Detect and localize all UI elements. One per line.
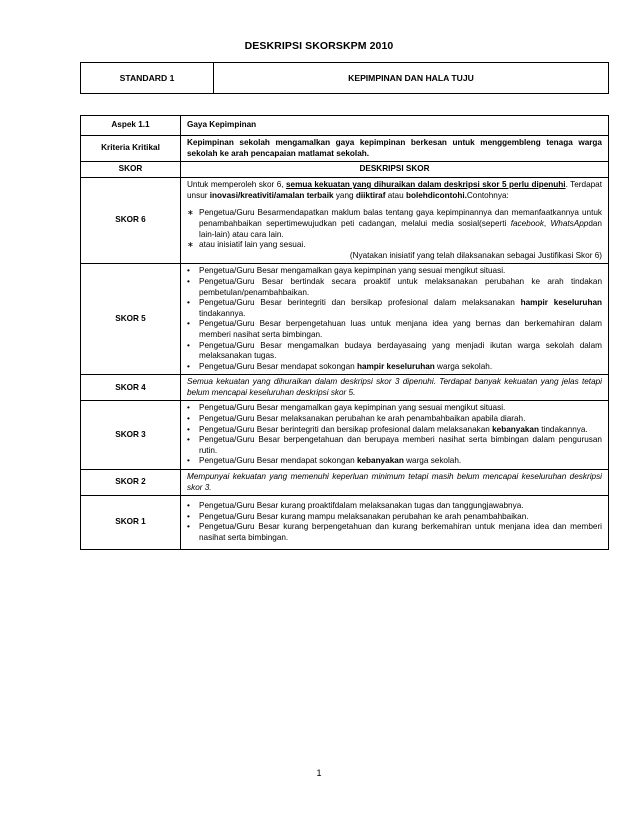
skor6-intro-emphasis: bolehdicontohi. <box>405 190 467 200</box>
bullet-icon: • <box>187 266 190 276</box>
header-skor: SKOR <box>81 162 181 178</box>
list-item <box>187 414 602 425</box>
bullet-icon: • <box>187 435 190 445</box>
skor4-label: SKOR 4 <box>81 375 181 401</box>
list-item <box>187 341 602 362</box>
skor6-intro-text: atau <box>385 190 406 200</box>
list-item-text: Pengetua/Guru Besar kurang berpengetahuan dan kurang berkemahiran untuk menjana idea dan memberi nasihat serta bimbingan. <box>199 522 602 542</box>
skor6-intro <box>187 180 602 201</box>
list-item <box>187 277 602 298</box>
bullet-icon: • <box>187 511 190 521</box>
list-item <box>187 425 602 436</box>
list-item-text: Pengetua/Guru Besar mengamalkan budaya berdayasaing yang menjadi ikutan warga sekolah dalam melaksanakan tugas. <box>199 340 602 361</box>
skor6-example-list <box>187 208 602 250</box>
list-item-text: Pengetua/Guru Besar berintegriti dan bersikap profesional dalam melaksanakan <box>199 424 493 434</box>
skor6-intro-emphasis: inovasi/kreativiti/amalan terbaik <box>209 190 334 200</box>
skor3-label: SKOR 3 <box>81 401 181 470</box>
skor6-intro-text: Contohnya: <box>466 190 509 200</box>
bullet-icon: • <box>187 319 190 329</box>
list-item-text: Pengetua/Guru Besar melaksanakan perubahan ke arah penambahbaikan apabila diarah. <box>199 414 526 424</box>
bullet-icon: • <box>187 298 190 308</box>
skor6-intro-text: . Terdapat unsur <box>187 180 602 200</box>
standard-table <box>80 62 609 94</box>
star-bullet-icon: ∗ <box>187 208 194 218</box>
bullet-icon: • <box>187 276 190 286</box>
list-item <box>187 240 602 251</box>
list-item-text: tindakannya. <box>199 308 246 318</box>
bullet-icon: • <box>187 456 190 466</box>
list-item <box>187 403 602 414</box>
bullet-icon: • <box>187 424 190 434</box>
star-bullet-icon: ∗ <box>187 240 194 250</box>
skor5-label: SKOR 5 <box>81 264 181 375</box>
skor6-star-italic: facebook <box>510 218 544 228</box>
list-item-text: Pengetua/Guru Besar kurang proaktifdalam melaksanakan tugas dan tanggungjawabnya. <box>199 501 524 511</box>
list-item <box>187 456 602 467</box>
header-deskripsi: DESKRIPSI SKOR <box>181 162 609 178</box>
skor6-star-text: Pengetua/Guru Besarmendapatkan maklum balas tentang gaya kepimpinannya dan memanfaatkannya untuk penambahbaikan sepertimewujudkan peti cadangan, melalui media sosial(seperti <box>199 208 602 228</box>
list-item-text: Pengetua/Guru Besar berpengetahuan luas untuk menjana idea yang bernas dan berkemahiran dalam memberi nasihat serta bimbingan. <box>199 319 602 339</box>
list-item <box>187 298 602 319</box>
list-item-emphasis: hampir keseluruhan <box>520 298 602 308</box>
bullet-icon: • <box>187 361 190 371</box>
skor2-label: SKOR 2 <box>81 470 181 496</box>
list-item <box>187 522 602 543</box>
list-item <box>187 319 602 340</box>
skor6-star-text: , <box>543 218 551 228</box>
page-title: DESKRIPSI SKORSKPM 2010 <box>244 40 394 52</box>
skor6-star-text: dan lain-lain) atau cara lain. <box>199 218 602 239</box>
skor6-label: SKOR 6 <box>81 178 181 264</box>
bullet-icon: • <box>187 522 190 532</box>
bullet-icon: • <box>187 501 190 511</box>
list-item <box>187 362 602 373</box>
list-item <box>187 435 602 456</box>
page-number: 1 <box>316 768 322 778</box>
list-item-text: warga sekolah. <box>403 456 462 466</box>
skor1-label: SKOR 1 <box>81 496 181 549</box>
skor6-star-italic: WhatsApp <box>550 218 589 228</box>
aspek-value: Gaya Kepimpinan <box>181 116 609 136</box>
list-item-text: warga sekolah. <box>434 361 493 371</box>
skor3-list <box>187 403 602 467</box>
list-item-emphasis: kebanyakan <box>356 456 404 466</box>
skor6-star-text: atau inisiatif lain yang sesuai. <box>199 240 306 250</box>
bullet-icon: • <box>187 340 190 350</box>
skor5-list <box>187 266 602 372</box>
bullet-icon: • <box>187 414 190 424</box>
list-item <box>187 266 602 277</box>
list-item-text: Pengetua/Guru Besar mendapat sokongan <box>199 361 357 371</box>
list-item <box>187 501 602 512</box>
skor6-intro-text: yang <box>333 190 356 200</box>
standard-label: STANDARD 1 <box>81 63 214 94</box>
kriteria-value: Kepimpinan sekolah mengamalkan gaya kepimpinan berkesan untuk menggembleng tenaga warga sekolah ke arah pencapaian matlamat sekolah. <box>181 136 609 162</box>
list-item-text: Pengetua/Guru Besar mengamalkan gaya kepimpinan yang sesuai mengikut situasi. <box>199 403 506 413</box>
list-item-text: Pengetua/Guru Besar kurang mampu melaksanakan perubahan ke arah penambahbaikan. <box>199 511 529 521</box>
list-item-text: Pengetua/Guru Besar mendapat sokongan <box>199 456 357 466</box>
list-item-text: Pengetua/Guru Besar bertindak secara proaktif untuk melaksanakan perubahan ke arah tindakan pembetulan/penambahbaikan. <box>199 276 602 297</box>
bullet-icon: • <box>187 403 190 413</box>
skor5-description <box>181 264 609 375</box>
skor1-list <box>187 501 602 543</box>
skor6-note: (Nyatakan inisiatif yang telah dilaksanakan sebagai Justifikasi Skor 6) <box>349 250 602 260</box>
aspek-label: Aspek 1.1 <box>81 116 181 136</box>
skor6-intro-text: Untuk memperoleh skor 6, <box>187 180 286 190</box>
skor6-intro-emphasis: diiktiraf <box>355 190 386 200</box>
skor2-description: Mempunyai kekuatan yang memenuhi keperluan minimum tetapi masih belum mencapai keseluruhan deskripsi skor 3. <box>181 470 609 496</box>
list-item-text: Pengetua/Guru Besar berpengetahuan dan berupaya memberi nasihat serta bimbingan dalam pengurusan rutin. <box>199 435 602 455</box>
list-item-text: tindakannya. <box>539 424 588 434</box>
skor1-description <box>181 496 609 549</box>
standard-value: KEPIMPINAN DAN HALA TUJU <box>214 63 609 94</box>
list-item-text: Pengetua/Guru Besar mengamalkan gaya kepimpinan yang sesuai mengikut situasi. <box>199 266 506 276</box>
list-item <box>187 512 602 523</box>
skor6-description <box>181 178 609 264</box>
list-item-emphasis: hampir keseluruhan <box>356 361 435 371</box>
skor4-description: Semua kekuatan yang dihuraikan dalam deskripsi skor 3 dipenuhi. Terdapat banyak kekuatan yang jelas tetapi belum mencapai keseluruhan deskripsi skor 5. <box>181 375 609 401</box>
list-item-text: Pengetua/Guru Besar berintegriti dan bersikap profesional dalam melaksanakan <box>199 298 521 308</box>
list-item <box>187 208 602 240</box>
skor3-description <box>181 401 609 470</box>
kriteria-label: Kriteria Kritikal <box>81 136 181 162</box>
criteria-table <box>80 115 609 550</box>
list-item-emphasis: kebanyakan <box>492 424 539 434</box>
skor6-intro-emphasis: semua kekuatan yang dihuraikan dalam deskripsi skor 5 perlu dipenuhi <box>285 180 566 190</box>
